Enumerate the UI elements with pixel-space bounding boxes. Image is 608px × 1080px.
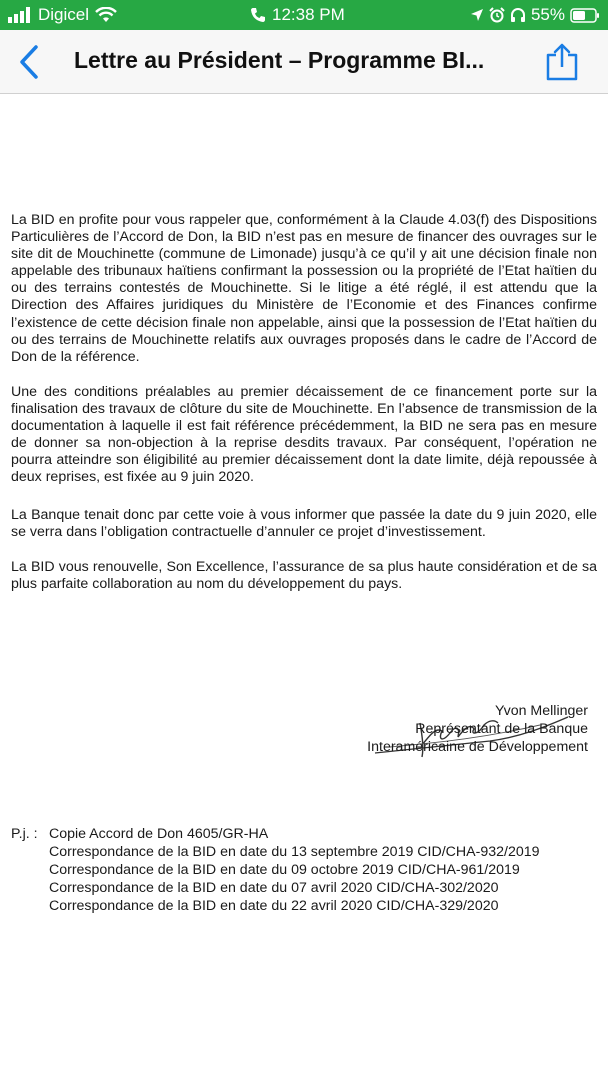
status-bar	[0, 0, 608, 30]
page-title: Lettre au Président – Programme BI...	[74, 47, 485, 73]
battery-icon	[570, 8, 600, 23]
status-right	[470, 5, 600, 25]
headphones-icon	[510, 7, 526, 23]
attachment-item	[11, 843, 601, 861]
phone-icon	[250, 7, 266, 23]
letter-paragraph-2: Une des conditions préalables au premier décaissement de ce financement porte sur la finalisation des travaux de clôture du site de Mouchinette. En l’absence de transmission de la documentation à laquelle il est fait référence précédemment, la BID ne sera pas en mesure de donner sa non-objection à la reprise desdits travaux. Par conséquent, l’opération ne pourra atteindre son éligibilité au premier décaissement dont la date limite, déjà repoussée à deux reprises, est fixée au 9 juin 2020.	[11, 384, 597, 486]
signer-title-line2: Interaméricaine de Développement	[367, 739, 588, 755]
attachment-item	[11, 879, 601, 897]
wifi-icon	[95, 7, 117, 23]
status-center	[250, 5, 345, 25]
letter-paragraph-4: La BID vous renouvelle, Son Excellence, l’assurance de sa plus haute considération et de sa plus parfaite collaboration au nom du développement du pays.	[11, 559, 597, 593]
navigation-bar	[0, 30, 608, 94]
attachment-item	[11, 897, 601, 915]
attachment-text: Correspondance de la BID en date du 09 octobre 2019 CID/CHA-961/2019	[48, 862, 520, 878]
letter-paragraph-1: La BID en profite pour vous rappeler que, conformément à la Claude 4.03(f) des Dispositions Particulières de l’Accord de Don, la BID n’est pas en mesure de financer des ouvrages sur le site dit de Mouchinette (commune de Limonade) jusqu’à ce qu’il y ait une décision finale non appelable des tribunaux haïtiens confirmant la possession ou la propriété de l’Etat haïtien du ou des terrains contestés de Mouchinette. Si le litige a été réglé, il est attendu que la Direction des Affaires juridiques du Ministère de l’Economie et des Finances confirme l’existence de cette décision finale non appelable, ainsi que la possession de l’Etat haïtien du ou des terrains de Mouchinette relatifs aux ouvrages proposés dans le cadre de l’Accord de Don de la référence.	[11, 212, 597, 365]
signer-title-line1: Représentant de la Banque	[415, 721, 588, 737]
alarm-icon	[489, 7, 505, 23]
attachments-list	[11, 825, 601, 915]
signer-name: Yvon Mellinger	[494, 703, 588, 719]
attachment-text: Copie Accord de Don 4605/GR-HA	[48, 826, 269, 842]
attachments-label: P.j. :	[11, 826, 38, 842]
back-button[interactable]	[14, 44, 44, 80]
location-arrow-icon	[470, 8, 484, 22]
battery-percent: 55%	[530, 5, 565, 24]
cellular-signal-icon	[8, 7, 32, 23]
attachment-item	[11, 825, 601, 843]
carrier-name: Digicel	[38, 5, 90, 24]
status-left	[8, 5, 117, 25]
attachment-text: Correspondance de la BID en date du 07 avril 2020 CID/CHA-302/2020	[48, 880, 499, 896]
document-view[interactable]	[0, 95, 608, 1080]
attachment-text: Correspondance de la BID en date du 13 septembre 2019 CID/CHA-932/2019	[48, 844, 540, 860]
chevron-left-icon	[14, 44, 44, 80]
letter-paragraph-3: La Banque tenait donc par cette voie à vous informer que passée la date du 9 juin 2020, elle se verra dans l’obligation contractuelle d’annuler ce projet d’investissement.	[11, 507, 597, 541]
share-icon	[544, 42, 580, 82]
status-time: 12:38 PM	[272, 5, 345, 24]
attachment-item	[11, 861, 601, 879]
attachment-text: Correspondance de la BID en date du 22 avril 2020 CID/CHA-329/2020	[48, 898, 499, 914]
share-button[interactable]	[544, 42, 580, 82]
